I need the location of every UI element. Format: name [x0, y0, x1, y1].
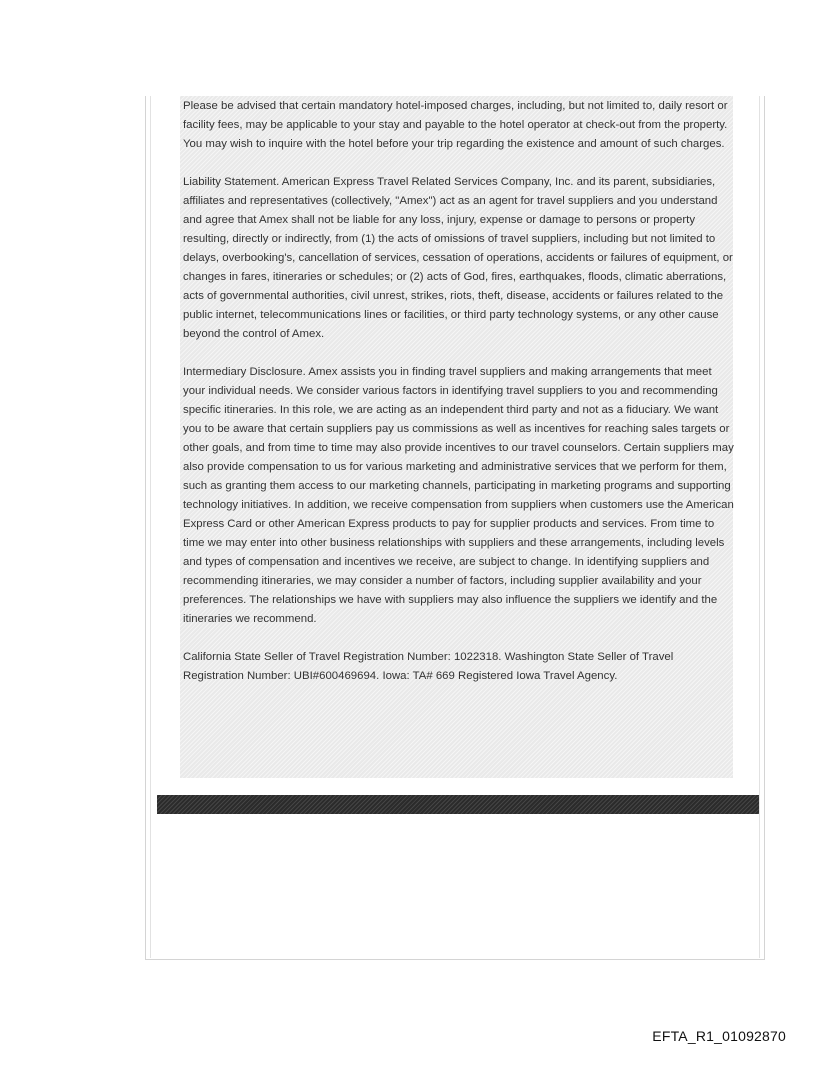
frame-inner-rule-right	[759, 96, 760, 958]
page-id: EFTA_R1_01092870	[652, 1028, 786, 1044]
liability-statement-paragraph: Liability Statement. American Express Travel Related Services Company, Inc. and its parent, subsidiaries, affiliates and representatives (collectively, "Amex") act as an agent for travel suppliers and you understand and agree that Amex shall not be liable for any loss, injury, expense or damage to persons or property resulting, directly or indirectly, from (1) the acts of omissions of travel suppliers, including but not limited to delays, overbooking's, cancellation of services, cessation of operations, accidents or failures of equipment, or changes in fares, itineraries or schedules; or (2) acts of God, fires, earthquakes, floods, climatic aberrations, acts of governmental authorities, civil unrest, strikes, riots, theft, disease, accidents or failures related to the public internet, telecommunications lines or facilities, or third party technology systems, or any other cause beyond the control of Amex.	[183, 176, 733, 340]
frame-inner-rule-left	[150, 96, 151, 958]
hotel-charges-paragraph: Please be advised that certain mandatory hotel-imposed charges, including, but not limited to, daily resort or facility fees, may be applicable to your stay and payable to the hotel operator at check-out from the property. You may wish to inquire with the hotel before your trip regarding the existence and amount of such charges.	[183, 100, 728, 150]
registration-paragraph: California State Seller of Travel Registration Number: 1022318. Washington State Seller of Travel Registration Number: UBI#600469694. Iowa: TA# 669 Registered Iowa Travel Agency.	[183, 651, 674, 682]
footer-bar	[157, 795, 759, 814]
intermediary-disclosure-paragraph: Intermediary Disclosure. Amex assists you in finding travel suppliers and making arrangements that meet your individual needs. We consider various factors in identifying travel suppliers to you and recommending specific itineraries. In this role, we are acting as an independent third party and not as a fiduciary. We want you to be aware that certain suppliers pay us commissions as well as incentives for reaching sales targets or other goals, and from time to time may also provide incentives to our travel counselors. Certain suppliers may also provide compensation to us for various marketing and administrative services that we perform for them, such as granting them access to our marketing channels, participating in marketing programs and supporting technology initiatives. In addition, we receive compensation from suppliers when customers use the American Express Card or other American Express products to pay for supplier products and services. From time to time we may enter into other business relationships with suppliers and these arrangements, including levels and types of compensation and incentives we receive, are subject to change. In identifying suppliers and recommending itineraries, we may consider a number of factors, including supplier availability and your preferences. The relationships we have with suppliers may also influence the suppliers we identify and the itineraries we recommend.	[183, 366, 734, 625]
disclaimer-text	[183, 97, 735, 705]
